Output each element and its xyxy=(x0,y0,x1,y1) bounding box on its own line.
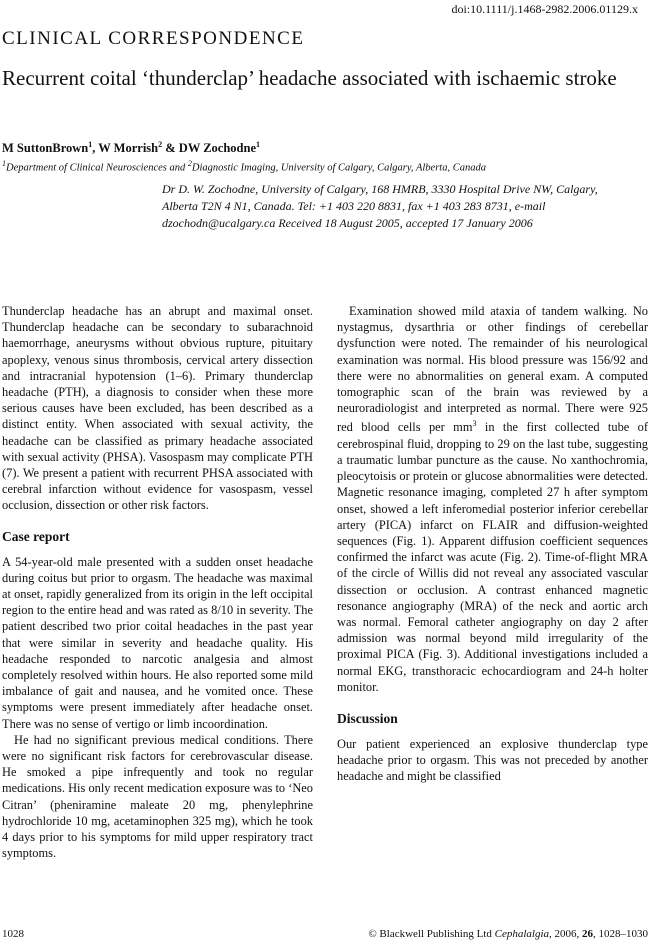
page-number: 1028 xyxy=(2,928,24,940)
left-column xyxy=(2,303,313,862)
case-paragraph-1: A 54-year-old male presented with a sudden onset headache during coitus but prior to orgasm. The headache was maximal at onset, rapidly generalized from its origin in the left occipital region to the entire head and was rated as 8/10 in severity. The patient described two prior coital headaches in the past year that were similar in severity and headache quality. His headache responded to narcotic analgesia and almost completely resolved within hours. He also reported some mild imbalance of gait and nausea, and he vomited once. These symptoms were present immediately after headache onset. There was no sense of vertigo or limb incoordination. xyxy=(2,554,313,731)
case-paragraph-2: He had no significant previous medical conditions. There were no significant risk factors for cerebrovascular disease. He smoked a pipe infrequently and took no regular medications. His only recent medication exposure was to ‘Neo Citran’ (pheniramine maleate 20 mg, phenylephrine hydrochloride 10 mg, acetaminophen 325 mg), which he took 4 days prior to his symptoms for mild upper respiratory tract symptoms. xyxy=(2,732,313,861)
correspondence-address: Dr D. W. Zochodne, University of Calgary, 168 HMRB, 3330 Hospital Drive NW, Calgary, Alberta T2N 4 N1, Canada. Tel: +1 403 220 8831, fax +1 403 283 8731, e-mail dzochodn@ucalgary.ca Received 18 August 2005, accepted 17 January 2006 xyxy=(162,182,598,230)
case-report-heading: Case report xyxy=(2,528,70,544)
doi: doi:10.1111/j.1468-2982.2006.01129.x xyxy=(451,2,638,16)
author-separator: & xyxy=(162,141,179,156)
intro-paragraph: Thunderclap headache has an abrupt and maximal onset. Thunderclap headache can be secondary to subarachnoid haemorrhage, aneurysms without obvious rupture, pituitary apoplexy, venous sinus thrombosis, cervical artery dissection and intracranial hypotension (1–6). Primary thunderclap headache (PTH), a diagnosis to consider when these more serious causes have been excluded, has been described as a distinct entity. When associated with sexual activity, the headache can be classified as primary headache associated with sexual activity (PHSA). Vasospasm may complicate PTH (7). We present a patient with recurrent PHSA associated with cerebral infarction without evidence for vasospasm, vessel occlusion, dissection or other risk factors. xyxy=(2,304,313,513)
case-paragraph-3-text-cont: in the first collected tube of cerebrospinal fluid, dropping to 29 on the last tube, suggesting a traumatic lumbar puncture as the cause. No xanthochromia, pleocytoisis or protein or glucose abnormalities were detected. Magnetic resonance imaging, completed 27 h after symptom onset, showed a left inferomedial posterior inferior cerebellar artery (PICA) infarct on FLAIR and diffusion-weighted sequences (Fig. 1). Apparent diffusion coefficient sequences confirmed the infarct was acute (Fig. 2). Time-of-flight MRA of the circle of Willis did not reveal any associated vascular dissection or occlusion. A contrast enhanced magnetic resonance angiography (MRA) of the neck and aortic arch was normal. Femoral catheter angiography on day 2 after admission was normal beyond mild irregularity of the proximal PICA (Fig. 3). Additional investigations included a normal EKG, transthoracic echocardiogram and 24-h holter monitor. xyxy=(337,420,648,694)
discussion-heading: Discussion xyxy=(337,711,398,726)
journal-citation xyxy=(368,928,648,940)
discussion-paragraph-1: Our patient experienced an explosive thunderclap type headache prior to orgasm. This was not preceded by another headache and might be classified xyxy=(337,737,648,784)
affiliation-text: Diagnostic Imaging, University of Calgary, Calgary, Alberta, Canada xyxy=(191,162,486,174)
author-name: DW Zochodne xyxy=(178,141,257,156)
right-column xyxy=(337,303,648,785)
affiliation-number: 2 xyxy=(187,159,192,168)
citation-volume: 26 xyxy=(582,928,593,940)
section-label: CLINICAL CORRESPONDENCE xyxy=(2,28,305,49)
author-affiliation-mark: 1 xyxy=(256,140,261,149)
unit-superscript: 3 xyxy=(472,419,477,429)
affiliations xyxy=(2,159,486,174)
journal-name: Cephalalgia xyxy=(494,928,549,940)
citation-year: , 2006, xyxy=(549,928,582,940)
affiliation-text: Department of Clinical Neurosciences and xyxy=(6,162,188,174)
author-name: M SuttonBrown xyxy=(2,141,89,156)
affiliation-number: 1 xyxy=(2,159,6,168)
case-paragraph-3 xyxy=(337,303,648,695)
author-affiliation-mark: 2 xyxy=(158,140,163,149)
citation-pages: , 1028–1030 xyxy=(593,928,648,940)
copyright-text: © Blackwell Publishing Ltd xyxy=(368,928,495,940)
author-list xyxy=(2,140,260,156)
article-title: Recurrent coital ‘thunderclap’ headache associated with ischaemic stroke xyxy=(2,66,617,90)
case-paragraph-3-text: Examination showed mild ataxia of tandem walking. No nystagmus, dysarthria or other findings of cerebellar dysfunction were noted. The remainder of his neurological examination was normal. His blood pressure was 156/92 and there were no abnormalities on general exam. A computed tomographic scan of the brain was reviewed by a neuroradiologist and interpreted as normal. There were 925 red blood cells per mm xyxy=(337,304,648,435)
author-affiliation-mark: 1 xyxy=(88,140,93,149)
author-name: W Morrish xyxy=(98,141,159,156)
author-separator: , xyxy=(92,141,99,156)
